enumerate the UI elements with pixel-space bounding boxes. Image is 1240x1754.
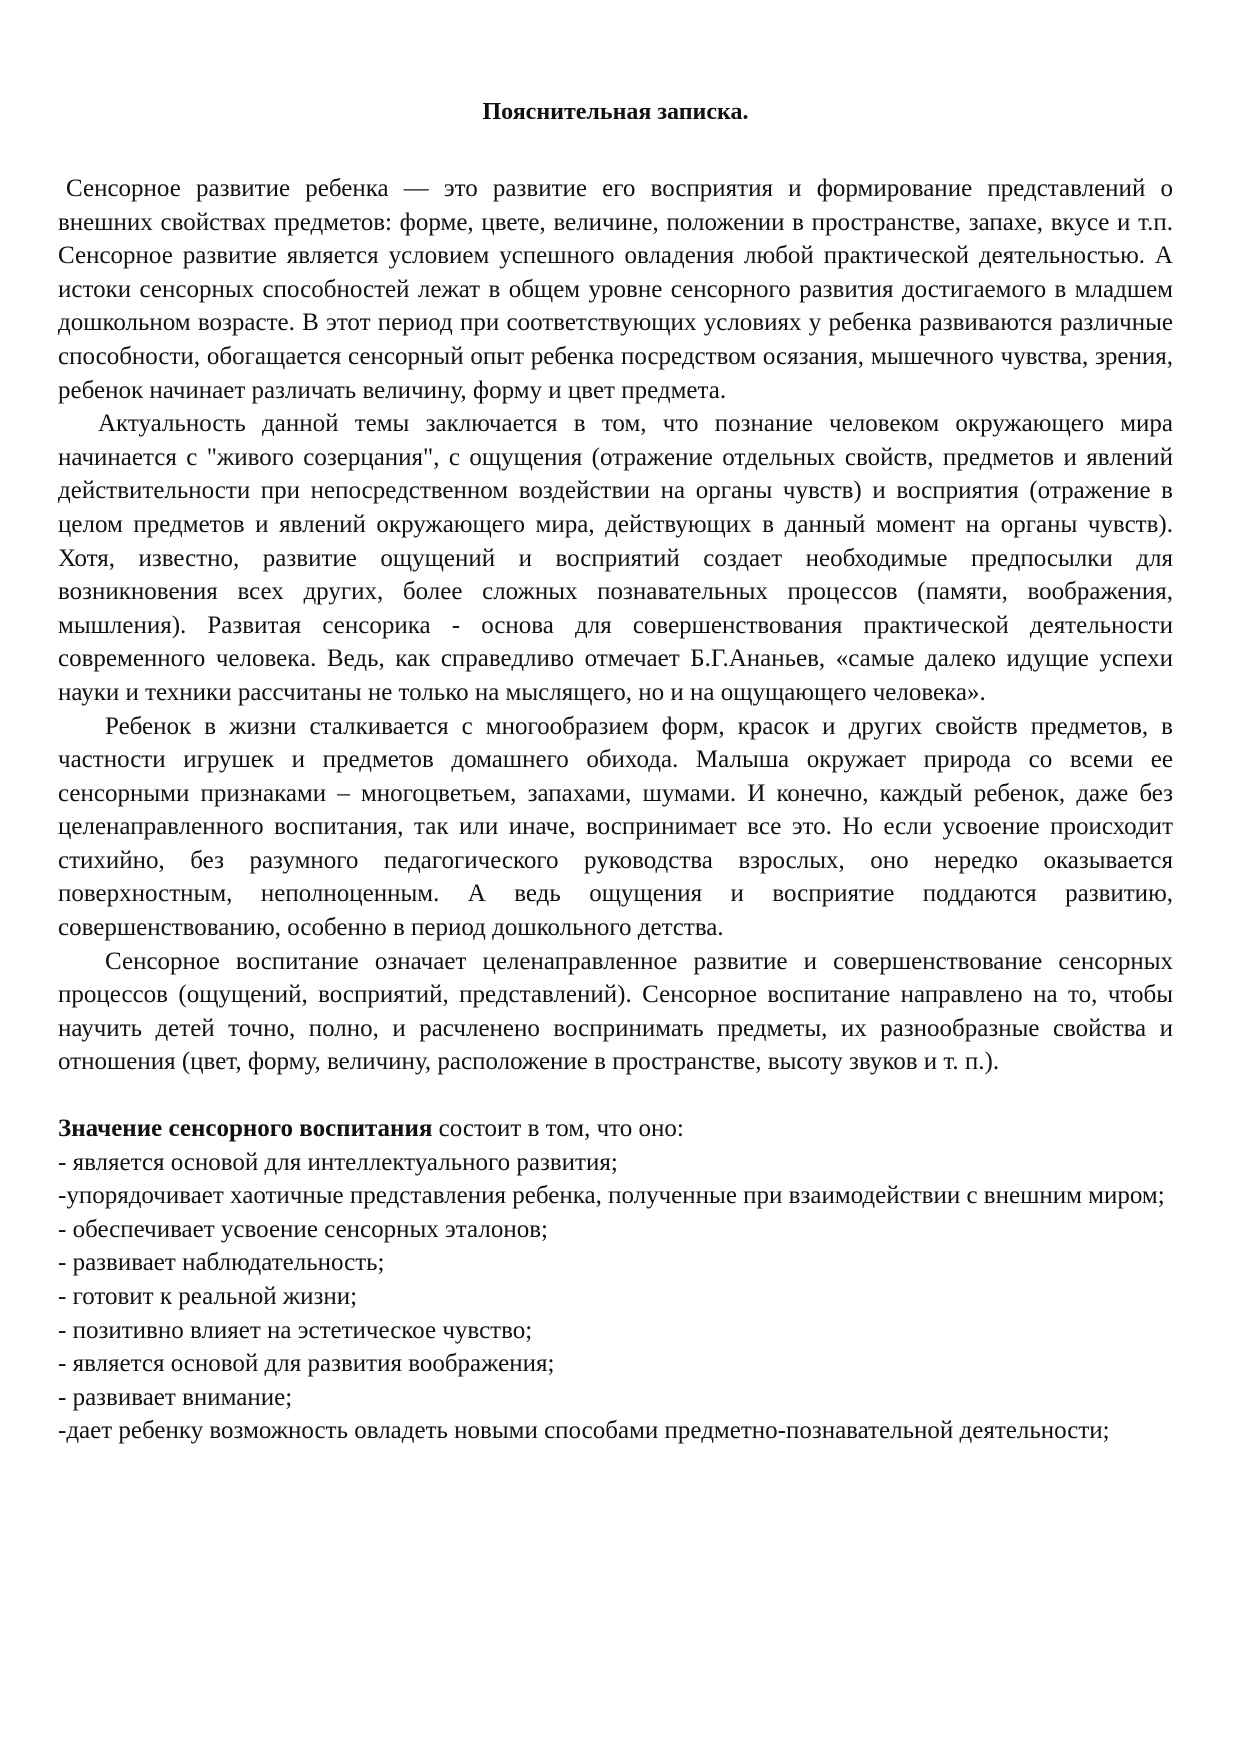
significance-lead	[58, 1112, 1173, 1146]
significance-list	[58, 1146, 1173, 1448]
paragraph-sensory-education: Сенсорное воспитание означает целенаправленное развитие и совершенствование сенсорных процессов (ощущений, восприятий, представлений). Сенсорное воспитание направлено на то, чтобы научить детей точно, полно, и расчленено воспринимать предметы, их разнообразные свойства и отношения (цвет, форму, величину, расположение в пространстве, высоту звуков и т. п.).	[58, 947, 1173, 1076]
section-gap	[58, 1079, 1173, 1112]
list-item: - готовит к реальной жизни;	[58, 1283, 358, 1310]
list-item: - развивает наблюдательность;	[58, 1249, 385, 1277]
list-item: - развивает внимание;	[58, 1383, 293, 1411]
list-item: - позитивно влияет на эстетическое чувство;	[58, 1316, 533, 1344]
paragraph-child-perception: Ребенок в жизни сталкивается с многообразием форм, красок и других свойств предметов, в частности игрушек и предметов домашнего обихода. Малыша окружает природа со всеми ее сенсорными признаками – многоцветьем, запахами, шумами. И конечно, каждый ребенок, даже без целенаправленного воспитания, так или иначе, воспринимает все это. Но если усвоение происходит стихийно, без разумного педагогического руководства взрослых, оно нередко оказывается поверхностным, неполноценным. А ведь ощущения и восприятие поддаются развитию, совершенствованию, особенно в период дошкольного детства.	[58, 712, 1173, 942]
paragraph-relevance: Актуальность данной темы заключается в том, что познание человеком окружающего мира начинается с "живого созерцания", с ощущения (отражение отдельных свойств, предметов и явлений действительности при непосредственном воздействии на органы чувств) и восприятия (отражение в целом предметов и явлений окружающего мира, действующих в данный момент на органы чувств). Хотя, известно, развитие ощущений и восприятий создает необходимые предпосылки для возникновения всех других, более сложных познавательных процессов (памяти, воображения, мышления). Развитая сенсорика - основа для совершенствования практической деятельности современного человека. Ведь, как справедливо отмечает Б.Г.Ананьев, «самые далеко идущие успехи науки и техники рассчитаны не только на мыслящего, но и на ощущающего человека».	[58, 410, 1173, 706]
list-item: - является основой для интеллектуального развития;	[58, 1148, 618, 1176]
list-item: -упорядочивает хаотичные представления ребенка, полученные при взаимодействии с внешним миром;	[58, 1182, 1165, 1210]
paragraph-sensory-development: Сенсорное развитие ребенка — это развитие его восприятия и формирование представлений о внешних свойствах предметов: форме, цвете, величине, положении в пространстве, запахе, вкусе и т.п. Сенсорное развитие является условием успешного овладения любой практической деятельностью. А истоки сенсорных способностей лежат в общем уровне сенсорного развития достигаемого в младшем дошкольном возрасте. В этот период при соответствующих условиях у ребенка развиваются различные способности, обогащается сенсорный опыт ребенка посредством осязания, мышечного чувства, зрения, ребенок начинает различать величину, форму и цвет предмета.	[58, 175, 1173, 404]
list-item: - обеспечивает усвоение сенсорных эталонов;	[58, 1215, 548, 1243]
significance-lead-rest: состоит в том, что оно:	[432, 1115, 684, 1143]
list-item: - является основой для развития воображения;	[58, 1350, 555, 1378]
document-title: Пояснительная записка.	[482, 99, 749, 125]
significance-bold-heading: Значение сенсорного воспитания	[58, 1115, 433, 1143]
list-item: -дает ребенку возможность овладеть новыми способами предметно-познавательной деятельности;	[58, 1417, 1110, 1445]
